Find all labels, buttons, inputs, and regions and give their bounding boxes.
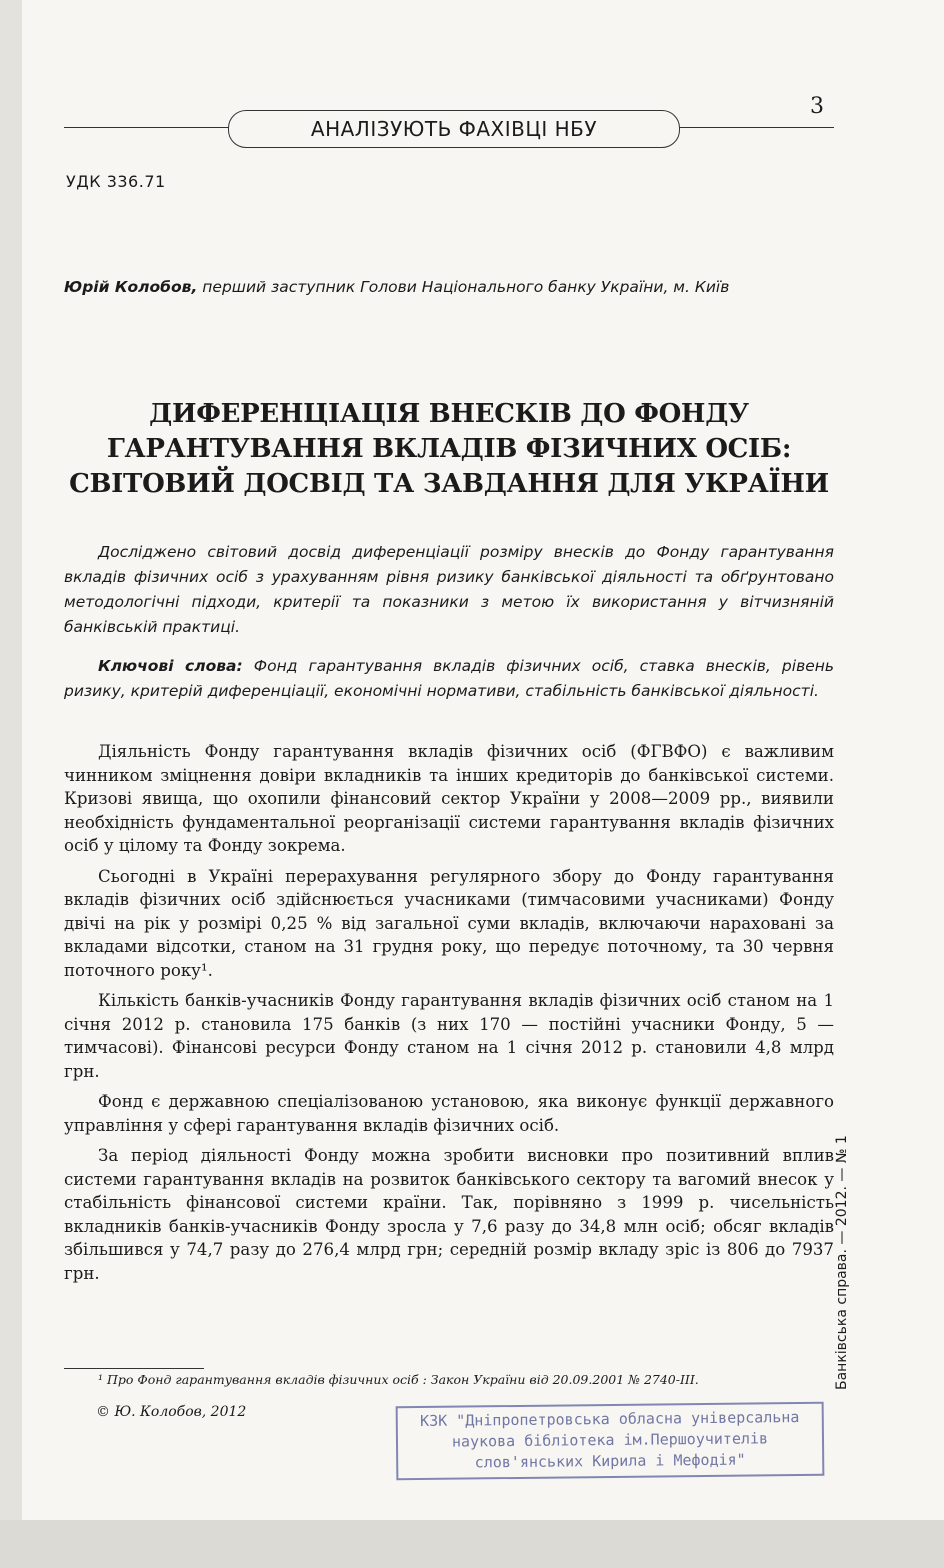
keywords-label: Ключові слова: <box>98 657 243 675</box>
scan-bottom-margin <box>0 1520 944 1568</box>
udk-code: УДК 336.71 <box>66 172 166 191</box>
journal-reference: Банківська справа. — 2012. — № 1 <box>834 1135 850 1390</box>
author-position: перший заступник Голови Національного банку України, м. Київ <box>197 278 730 296</box>
section-title: АНАЛІЗУЮТЬ ФАХІВЦІ НБУ <box>310 117 598 141</box>
body-paragraph: За період діяльності Фонду можна зробити висновки про позитивний вплив системи гарантування вкладів на розвиток банківського сектору та вагомий внесок у стабільність фінансової системи країни. Так, порівняно з 1999 р. чисельність вкладників банків-учасників Фонду зросла у 7,6 разу до 34,8 млн осіб; обсяг вкладів збільшився у 74,7 разу до 276,4 млрд грн; середній розмір вкладу зріс із 806 до 7937 грн. <box>64 1146 834 1283</box>
section-header <box>228 110 680 148</box>
footnote-rule <box>64 1368 204 1369</box>
page-number: 3 <box>810 94 824 119</box>
body-paragraph: Фонд є державною спеціалізованою установою, яка виконує функції державного управління у сфері гарантування вкладів фізичних осіб. <box>64 1092 834 1135</box>
body-paragraph: Сьогодні в Україні перерахування регулярного збору до Фонду гарантування вкладів фізичних осіб здійснюється учасниками (тимчасовими учасниками) Фонду двічі на рік у розмірі 0,25 % від загальної суми вкладів, включаючи нараховані за вкладами відсотки, станом на 31 грудня року, що передує поточному, та 30 червня поточного року¹. <box>64 866 834 980</box>
article-body <box>64 740 834 1292</box>
stamp-line: наукова бібліотека ім.Першоучителів <box>451 1429 769 1451</box>
abstract: Досліджено світовий досвід диференціації розміру внесків до Фонду гарантування вкладів фізичних осіб з урахуванням рівня ризику банківської діяльності та обґрунтовано методологічні підходи, критерії та показники з метою їх використання у вітчизняній банківській практиці. <box>64 543 834 636</box>
keywords <box>64 654 834 704</box>
body-paragraph: Діяльність Фонду гарантування вкладів фізичних осіб (ФГВФО) є важливим чинником зміцнення довіри вкладників та інших кредиторів до банківської системи. Кризові явища, що охопили фінансовий сектор України у 2008—2009 рр., виявили необхідність фундаментальної реорганізації системи гарантування вкладів фізичних осіб у цілому та Фонду зокрема. <box>64 742 834 855</box>
author-line <box>64 275 834 299</box>
keywords-text: Фонд гарантування вкладів фізичних осіб, ставка внесків, рівень ризику, критерій диференціації, економічні нормативи, стабільність банківської діяльності. <box>64 657 835 700</box>
author-name: Юрій Колобов, <box>64 278 198 296</box>
body-paragraph: Кількість банків-учасників Фонду гарантування вкладів фізичних осіб станом на 1 січня 2012 р. становила 175 банків (з них 170 — постійні учасники Фонду, 5 — тимчасові). Фінансові ресурси Фонду станом на 1 січня 2012 р. становили 4,8 млрд грн. <box>64 991 834 1081</box>
footnote: ¹ Про Фонд гарантування вкладів фізичних осіб : Закон України від 20.09.2001 № 2740-III. <box>98 1372 699 1387</box>
stamp-line: слов'янських Кирила і Мефодія" <box>474 1450 746 1472</box>
page-left-edge <box>0 0 22 1520</box>
library-stamp <box>396 1402 825 1480</box>
stamp-line: КЗК "Дніпропетровська обласна універсальна <box>420 1408 800 1430</box>
article-title: ДИФЕРЕНЦІАЦІЯ ВНЕСКІВ ДО ФОНДУ ГАРАНТУВАННЯ ВКЛАДІВ ФІЗИЧНИХ ОСІБ: СВІТОВИЙ ДОСВІД ТА ЗАВДАННЯ ДЛЯ УКРАЇНИ <box>69 399 829 499</box>
copyright: © Ю. Колобов, 2012 <box>96 1404 247 1420</box>
